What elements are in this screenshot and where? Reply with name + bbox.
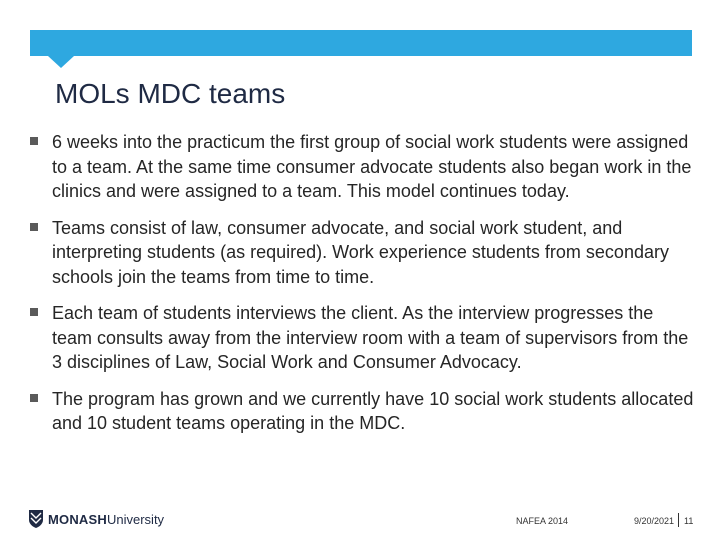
header-accent-notch (48, 56, 74, 68)
monash-shield-icon (28, 509, 44, 529)
bullet-text: 6 weeks into the practicum the first group of social work students were assigned to a team. At the same time consumer advocate students also began work in the clinics and were assigned to a team. This model continues today. (52, 132, 692, 201)
footer-date: 9/20/2021 (634, 516, 675, 526)
square-bullet-icon (30, 394, 38, 402)
header-accent-band (30, 30, 692, 56)
square-bullet-icon (30, 137, 38, 145)
logo-wordmark-regular: University (106, 511, 165, 527)
bullet-item (30, 216, 695, 290)
footer-page-number: 11 (684, 516, 694, 526)
slide-title: MOLs MDC teams (55, 78, 286, 109)
bullet-item (30, 130, 695, 204)
bullet-text: Each team of students interviews the client. As the interview progresses the team consults away from the interview room with a team of supervisors from the 3 disciplines of Law, Social Work and Consumer Advocacy. (52, 303, 689, 372)
logo-wordmark-bold: MONASH (48, 511, 107, 527)
bullet-item (30, 301, 695, 375)
bullet-item (30, 387, 695, 436)
square-bullet-icon (30, 308, 38, 316)
bullet-list (30, 130, 695, 448)
footer-separator (678, 513, 679, 527)
bullet-text: Teams consist of law, consumer advocate, and social work student, and interpreting students (as required). Work experience students from secondary schools join the teams from time to time. (52, 217, 669, 287)
square-bullet-icon (30, 223, 38, 231)
monash-logo (28, 508, 164, 530)
footer-center-text: NAFEA 2014 (516, 516, 569, 526)
bullet-text: The program has grown and we currently have 10 social work students allocated and 10 student teams operating in the MDC. (52, 388, 694, 433)
